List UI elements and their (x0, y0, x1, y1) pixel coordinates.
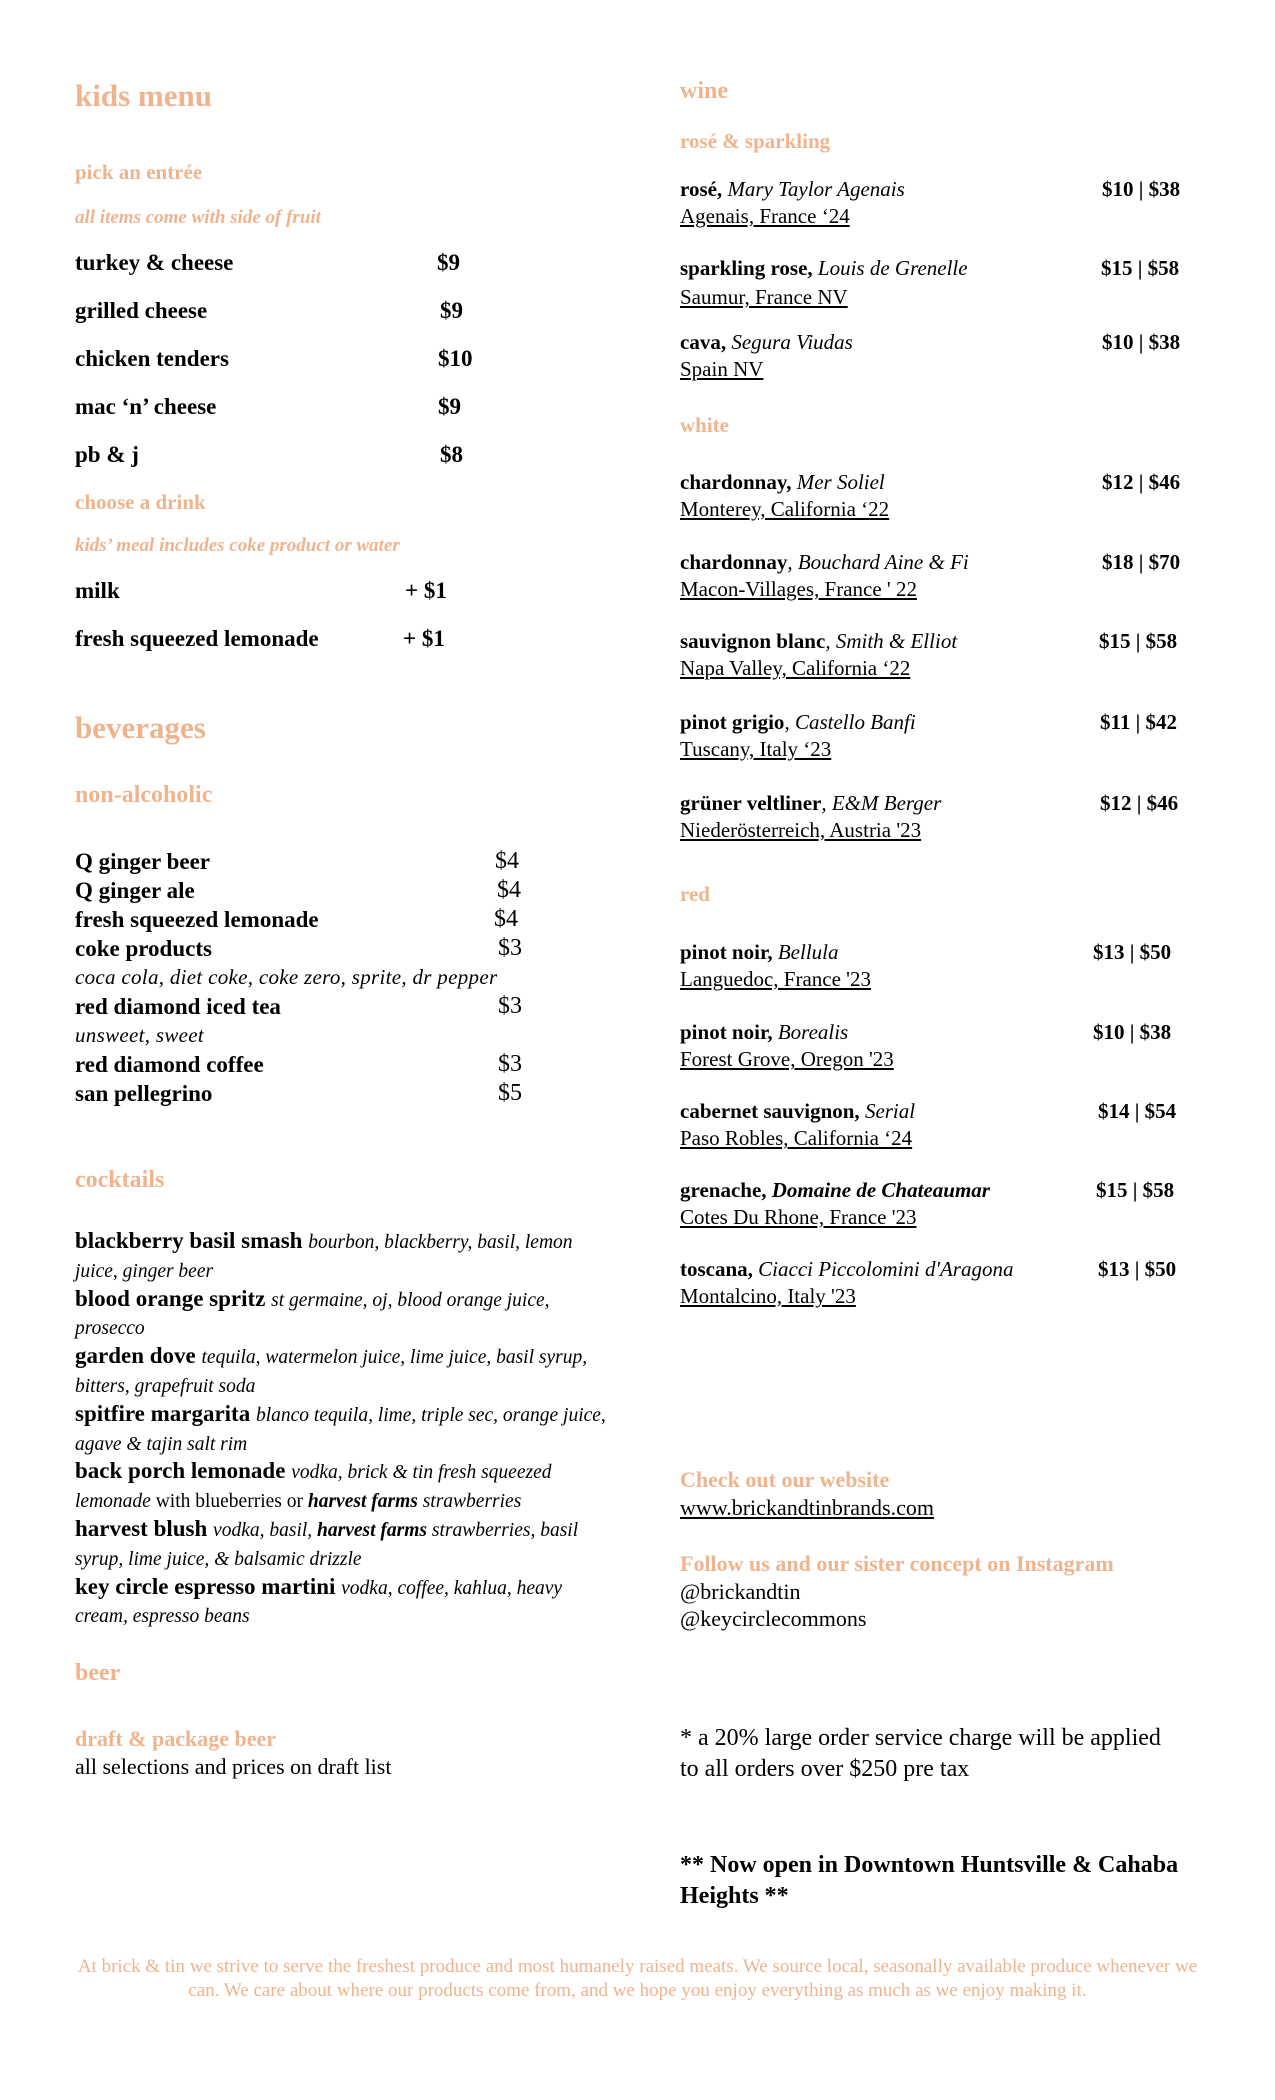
wine-grape: sparkling rose, (680, 256, 813, 280)
kids-item-name: chicken tenders (75, 346, 229, 371)
wine-price: $10 | $38 (1093, 1020, 1172, 1044)
instagram-handle-keycirclecommons[interactable]: @keycirclecommons (680, 1606, 867, 1631)
wine-grape: pinot noir, (680, 1020, 773, 1044)
wine-region: Monterey, California ‘22 (680, 497, 890, 521)
kids-item-name: turkey & cheese (75, 250, 234, 275)
drink-note: kids’ meal includes coke product or water (75, 535, 400, 556)
wine-price: $15 | $58 (1096, 1178, 1175, 1202)
kids-item-price: $9 (437, 250, 460, 275)
wine-producer: Louis de Grenelle (817, 256, 968, 280)
cocktail-description-brand: harvest farms (307, 1491, 418, 1513)
cocktail-name: garden dove (75, 1343, 196, 1369)
beverage-item (75, 876, 555, 905)
beverage-item (75, 1079, 555, 1108)
kids-item-name: pb & j (75, 442, 139, 467)
beverage-price: $4 (494, 906, 518, 932)
cocktail-item (75, 1574, 615, 1632)
cocktail-description: strawberries (417, 1491, 522, 1513)
wine-price: $18 | $70 (1102, 550, 1181, 574)
wine-producer: Ciacci Piccolomini d'Aragona (758, 1257, 1014, 1281)
wine-producer: Mer Soliel (796, 470, 885, 494)
wine-grape: chardonnay, (680, 470, 792, 494)
beverage-price: $4 (497, 877, 521, 903)
beverage-item (75, 992, 555, 1021)
wine-title: wine (680, 78, 728, 104)
beverage-price: $5 (498, 1080, 522, 1106)
wine-producer: , Bouchard Aine & Fi (787, 550, 969, 574)
draft-beer-heading: draft & package beer (75, 1726, 277, 1751)
kids-item-name: mac ‘n’ cheese (75, 394, 217, 419)
beverage-name: red diamond coffee (75, 1052, 264, 1077)
cocktail-item (75, 1401, 615, 1459)
wine-price: $13 | $50 (1098, 1257, 1177, 1281)
cocktail-name: blackberry basil smash (75, 1228, 303, 1253)
wine-region: Napa Valley, California ‘22 (680, 656, 911, 680)
wine-grape: pinot grigio (680, 710, 785, 734)
website-link[interactable]: www.brickandtinbrands.com (680, 1495, 934, 1520)
drink-item-name: milk (75, 578, 120, 603)
beverage-name: red diamond iced tea (75, 994, 281, 1019)
kids-item-price: $10 (438, 346, 473, 371)
wine-region: Montalcino, Italy '23 (680, 1284, 856, 1308)
wine-item (680, 791, 1200, 843)
wine-item (680, 629, 1200, 681)
wine-grape: sauvignon blanc (680, 629, 826, 653)
wine-price: $11 | $42 (1100, 710, 1177, 734)
wine-region: Saumur, France NV (680, 285, 848, 309)
pick-entree-heading: pick an entrée (75, 160, 203, 184)
wine-price: $10 | $38 (1102, 177, 1181, 201)
wine-region: Tuscany, Italy ‘23 (680, 737, 832, 761)
wine-grape: cava, (680, 330, 727, 354)
wine-grape: grüner veltliner (680, 791, 822, 815)
kids-item-name: grilled cheese (75, 298, 208, 323)
kids-menu-title: kids menu (75, 78, 212, 113)
wine-grape: toscana, (680, 1257, 753, 1281)
beverage-name: san pellegrino (75, 1081, 213, 1106)
wine-price: $13 | $50 (1093, 940, 1172, 964)
cocktail-item (75, 1286, 615, 1344)
beverage-description: coca cola, diet coke, coke zero, sprite, dr pepper (75, 965, 498, 989)
choose-drink-heading: choose a drink (75, 490, 206, 514)
wine-region: Agenais, France ‘24 (680, 204, 850, 228)
wine-item (680, 1020, 1200, 1072)
wine-producer: Domaine de Chateaumar (771, 1178, 990, 1202)
beverage-name: Q ginger ale (75, 878, 195, 903)
beverage-description: unsweet, sweet (75, 1023, 205, 1047)
wine-grape: grenache, (680, 1178, 767, 1202)
wine-price: $14 | $54 (1098, 1099, 1177, 1123)
cocktail-description: strawberries, basil syrup, lime juice, & balsamic drizzle (75, 1519, 579, 1570)
wine-item (680, 177, 1200, 229)
wine-grape: rosé, (680, 177, 723, 201)
beer-note: all selections and prices on draft list (75, 1754, 392, 1779)
cocktail-item (75, 1516, 615, 1574)
drink-item-price: + $1 (403, 626, 445, 651)
cocktail-description: st germaine, oj, blood orange juice, prosecco (75, 1289, 550, 1340)
wine-region: Forest Grove, Oregon '23 (680, 1047, 894, 1071)
kids-item-price: $9 (440, 298, 463, 323)
wine-price: $15 | $58 (1099, 629, 1178, 653)
wine-region: Paso Robles, California ‘24 (680, 1126, 913, 1150)
wine-item (680, 1178, 1200, 1230)
wine-producer: , Castello Banfi (784, 710, 916, 734)
beverage-name: Q ginger beer (75, 849, 210, 874)
cocktail-description: vodka, coffee, kahlua, heavy cream, espresso beans (75, 1577, 563, 1628)
cocktail-item (75, 1343, 615, 1401)
entree-note: all items come with side of fruit (75, 207, 321, 228)
wine-region: Macon-Villages, France ' 22 (680, 577, 917, 601)
cocktail-description: vodka, basil, (213, 1519, 318, 1541)
non-alcoholic-list (75, 847, 555, 1108)
wine-item (680, 940, 1200, 992)
wine-price: $12 | $46 (1102, 470, 1181, 494)
cocktail-name: harvest blush (75, 1515, 208, 1541)
wine-section-heading: white (680, 413, 729, 437)
wine-item (680, 330, 1200, 382)
beverage-item (75, 847, 555, 876)
wine-item (680, 1257, 1200, 1309)
cocktail-name: blood orange spritz (75, 1285, 266, 1311)
cocktail-description: bourbon, blackberry, basil, lemon juice, ginger beer (75, 1232, 573, 1282)
drink-item-name: fresh squeezed lemonade (75, 626, 319, 651)
beverage-price: $3 (498, 935, 522, 961)
cocktail-name: spitfire margarita (75, 1400, 251, 1426)
beverage-item (75, 934, 555, 963)
wine-item (680, 710, 1200, 762)
wine-grape: pinot noir, (680, 940, 773, 964)
wine-section-heading: rosé & sparkling (680, 129, 831, 153)
wine-item (680, 1099, 1200, 1151)
footer-statement: At brick & tin we strive to serve the freshest produce and most humanely raised meats. We source local, seasonally available produce whenever we can. We care about where our products come from, and we hope you enjoy everything as much as we enjoy making it. (77, 1956, 1198, 2001)
beverage-name: coke products (75, 936, 212, 961)
drink-item-price: + $1 (405, 578, 447, 603)
wine-producer: Bellula (777, 940, 839, 964)
service-charge-note: * a 20% large order service charge will be applied to all orders over $250 pre tax (680, 1725, 1161, 1782)
wine-region: Languedoc, France '23 (680, 967, 871, 991)
wine-producer: Borealis (777, 1020, 849, 1044)
cocktail-item (75, 1458, 615, 1516)
cocktail-name: back porch lemonade (75, 1458, 286, 1484)
wine-grape: chardonnay (680, 550, 788, 574)
beverage-name: fresh squeezed lemonade (75, 907, 319, 932)
beverage-price: $3 (498, 993, 522, 1019)
kids-item-price: $8 (440, 442, 463, 467)
wine-price: $15 | $58 (1101, 256, 1180, 280)
wine-item (680, 550, 1200, 602)
wine-price: $12 | $46 (1100, 791, 1179, 815)
wine-region: Cotes Du Rhone, France '23 (680, 1205, 917, 1229)
wine-producer: , E&M Berger (821, 791, 942, 815)
cocktail-description-brand: harvest farms (317, 1519, 427, 1541)
cocktail-name: key circle espresso martini (75, 1573, 336, 1599)
non-alcoholic-heading: non-alcoholic (75, 782, 213, 808)
now-open-banner: ** Now open in Downtown Huntsville & Cahaba Heights ** (680, 1852, 1179, 1909)
wine-section-heading: red (680, 882, 710, 906)
wine-producer: Serial (864, 1099, 916, 1123)
beverages-title: beverages (75, 710, 206, 745)
wine-price: $10 | $38 (1102, 330, 1181, 354)
beverage-price: $3 (498, 1051, 522, 1077)
instagram-handle-brickandtin[interactable]: @brickandtin (680, 1579, 801, 1604)
beer-heading: beer (75, 1660, 121, 1686)
beverage-price: $4 (495, 848, 519, 874)
wine-item (680, 256, 1200, 310)
kids-item-price: $9 (438, 394, 461, 419)
wine-grape: cabernet sauvignon, (680, 1099, 860, 1123)
website-heading: Check out our website (680, 1467, 890, 1492)
wine-region: Niederösterreich, Austria '23 (680, 818, 922, 842)
cocktail-list (75, 1228, 615, 1631)
cocktails-heading: cocktails (75, 1167, 165, 1193)
wine-producer: , Smith & Elliot (825, 629, 958, 653)
cocktail-description-plain: with blueberries or (150, 1491, 308, 1513)
cocktail-description: tequila, watermelon juice, lime juice, basil syrup, bitters, grapefruit soda (75, 1347, 588, 1397)
wine-producer: Segura Viudas (731, 330, 853, 354)
beverage-item (75, 905, 555, 934)
wine-producer: Mary Taylor Agenais (727, 177, 905, 201)
instagram-heading: Follow us and our sister concept on Instagram (680, 1551, 1114, 1576)
cocktail-description: vodka, brick & tin fresh squeezed lemonade (75, 1462, 552, 1513)
wine-item (680, 470, 1200, 522)
wine-region: Spain NV (680, 357, 764, 381)
cocktail-description: blanco tequila, lime, triple sec, orange juice, agave & tajin salt rim (75, 1404, 606, 1455)
cocktail-item (75, 1228, 615, 1286)
beverage-item (75, 1050, 555, 1079)
